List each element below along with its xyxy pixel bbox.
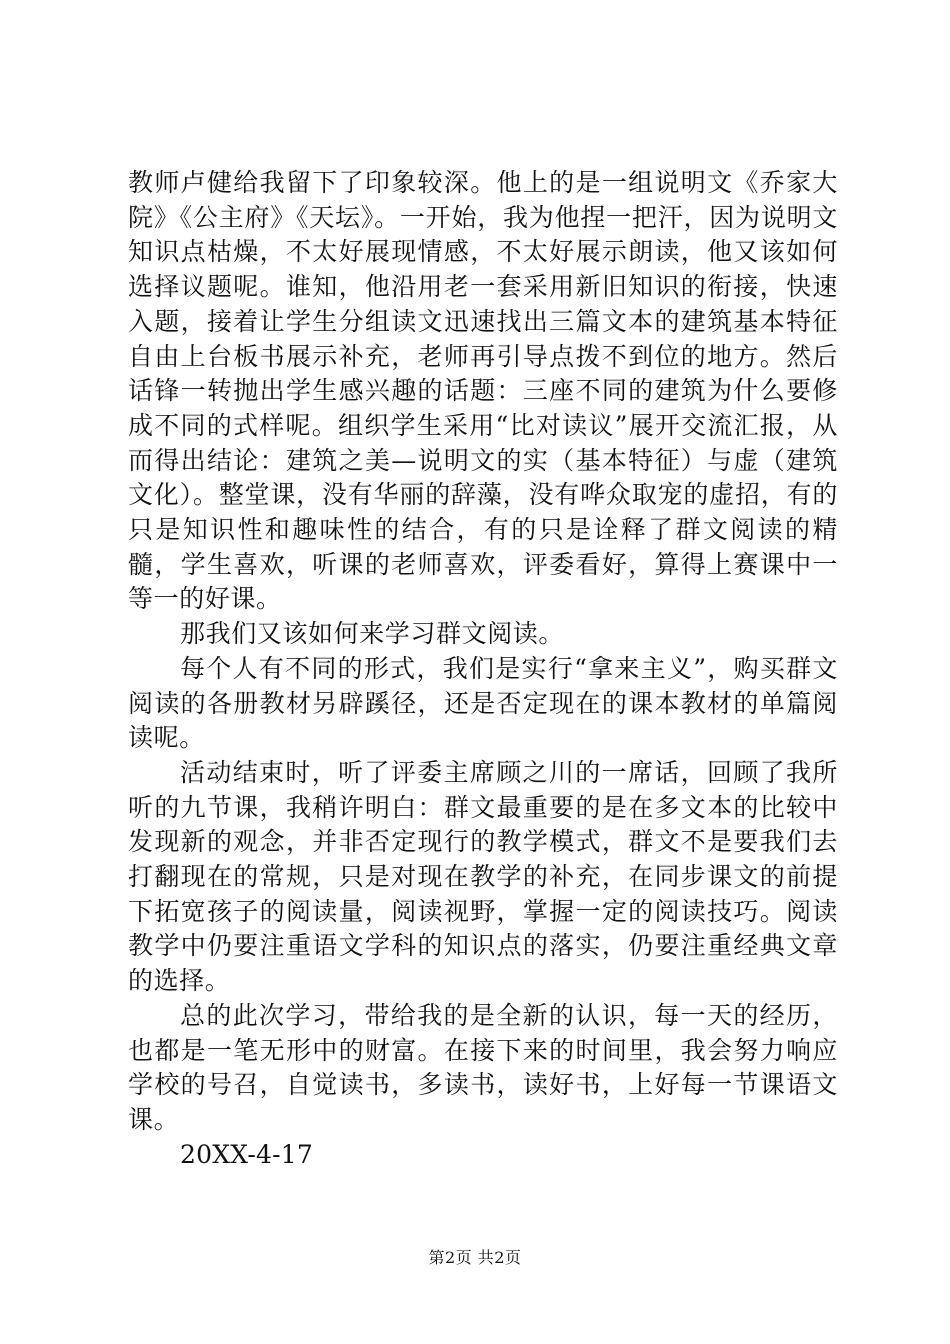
- paragraph-question: 那我们又该如何来学习群文阅读。: [180, 619, 565, 649]
- document-date: 20XX-4-17: [180, 1139, 313, 1169]
- paragraph-conclusion: 总的此次学习，带给我的是全新的认识，每一天的经历，也都是一笔无形中的财富。在接下来的时间里，我会努力响应学校的号召，自觉读书，多读书，读好书，上好每一节课语文课。: [128, 1000, 838, 1134]
- page-footer: 第2页 共2页: [428, 1248, 522, 1267]
- document-body: [128, 166, 838, 1172]
- paragraph-reflection: 活动结束时，听了评委主席顾之川的一席话，回顾了我所听的九节课，我稍许明白：群文最重要的是在多文本的比较中发现新的观念，并非否定现行的教学模式，群文不是要我们去打翻现在的常规，只是对现在教学的补充，在同步课文的前提下拓宽孩子的阅读量，阅读视野，掌握一定的阅读技巧。阅读教学中仍要注重语文学科的知识点的落实，仍要注重经典文章的选择。: [128, 757, 838, 996]
- paragraph-approach: 每个人有不同的形式，我们是实行“拿来主义”，购买群文阅读的各册教材另辟蹊径，还是否定现在的课本教材的单篇阅读呢。: [128, 653, 838, 753]
- paragraph-classroom-review: 教师卢健给我留下了印象较深。他上的是一组说明文《乔家大院》《公主府》《天坛》。一开始，我为他捏一把汗，因为说明文知识点枯燥，不太好展现情感，不太好展示朗读，他又该如何选择议题呢。谁知，他沿用老一套采用新旧知识的衔接，快速入题，接着让学生分组读文迅速找出三篇文本的建筑基本特征自由上台板书展示补充，老师再引导点拨不到位的地方。然后话锋一转抛出学生感兴趣的话题：三座不同的建筑为什么要修成不同的式样呢。组织学生采用“比对读议”展开交流汇报，从而得出结论：建筑之美—说明文的实（基本特征）与虚（建筑文化）。整堂课，没有华丽的辞藻，没有哗众取宠的虚招，有的只是知识性和趣味性的结合，有的只是诠释了群文阅读的精髓，学生喜欢，听课的老师喜欢，评委看好，算得上赛课中一等一的好课。: [128, 168, 838, 614]
